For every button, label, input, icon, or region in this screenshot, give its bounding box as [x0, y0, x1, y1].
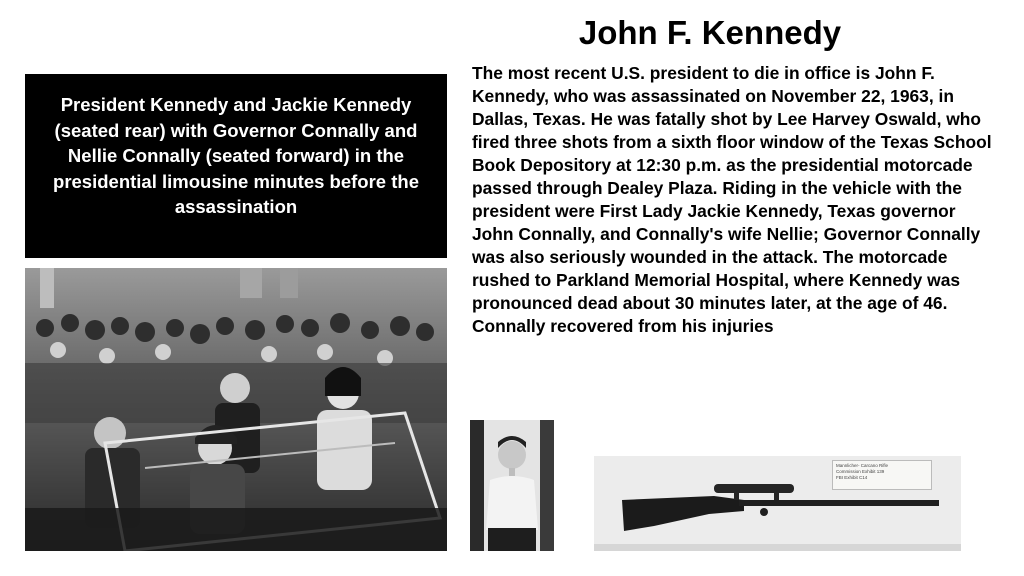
exhibit-label-line: Commission Exhibit 139: [836, 469, 885, 474]
photo-icon: [470, 420, 554, 551]
exhibit-label-line: Mannlicher- Carcano Rifle: [836, 463, 889, 468]
exhibit-label-line: FBI Exhibit C14: [836, 475, 868, 480]
motorcade-photo: [25, 268, 447, 551]
caption-text: President Kennedy and Jackie Kennedy (seated rear) with Governor Connally and Nellie Connally (seated forward) in the presidential limousine minutes before the assassination: [53, 94, 419, 217]
oswald-photo: [470, 420, 554, 551]
photo-icon: [25, 268, 447, 551]
slide-title: John F. Kennedy: [578, 14, 842, 51]
exhibit-label: [832, 460, 932, 490]
body-text: The most recent U.S. president to die in office is John F. Kennedy, who was assassinated on November 22, 1963, in Dallas, Texas. He was fatally shot by Lee Harvey Oswald, who fired three shots from a sixth floor window of the Texas School Book Depository at 12:30 p.m. as the presidential motorcade passed through Dealey Plaza. Riding in the vehicle with the president were First Lady Jackie Kennedy, Texas governor John Connally, and Connally's wife Nellie; Governor Connally was also seriously wounded in the attack. The motorcade rushed to Parkland Memorial Hospital, where Kennedy was pronounced dead about 30 minutes later, at the age of 46. Connally recovered from his injuries: [472, 63, 992, 336]
caption-box: [25, 74, 447, 258]
rifle-photo: [594, 456, 961, 551]
